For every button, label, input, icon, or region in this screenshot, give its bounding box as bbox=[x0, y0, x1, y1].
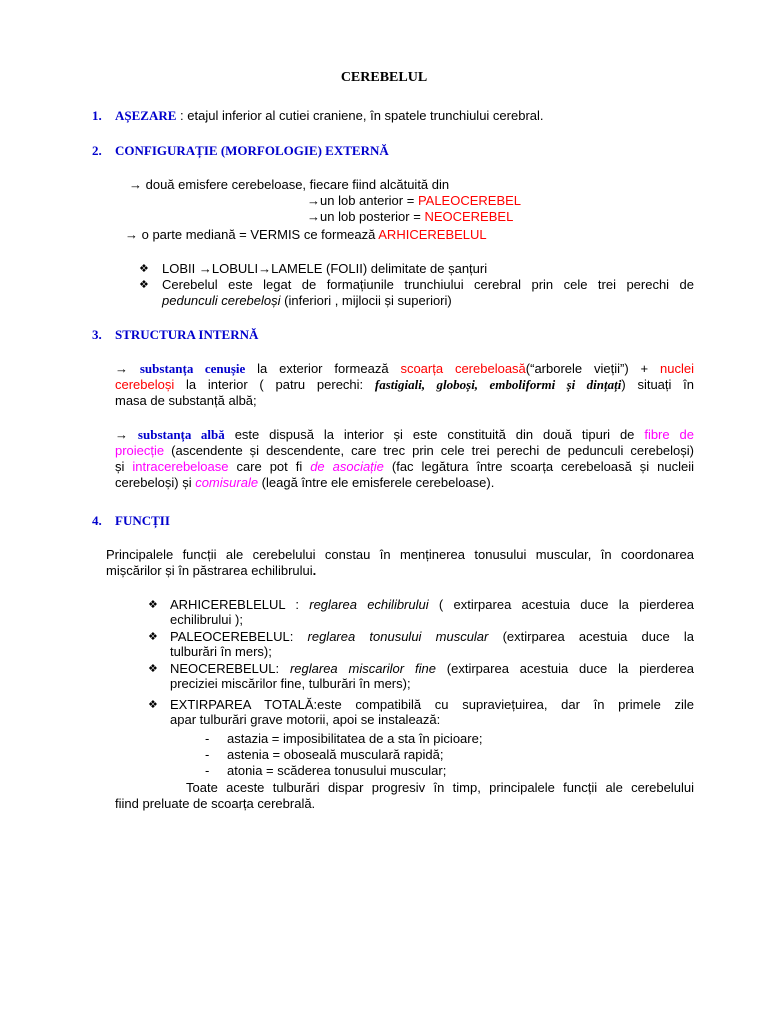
connection-bullet-line-2 bbox=[162, 293, 452, 308]
functions-intro-text: mișcărilor și în păstrarea echilibrului bbox=[106, 563, 313, 578]
posterior-lobe-line bbox=[307, 209, 513, 224]
section-1-text: : etajul inferior al cutiei craniene, în spatele trunchiului cerebral. bbox=[176, 108, 544, 123]
white-matter-line-3 bbox=[115, 459, 694, 474]
neocerebel-name: NEOCEREBELUL: bbox=[170, 661, 290, 676]
dash-bullet: - bbox=[205, 731, 210, 746]
arhicerebel-function: reglarea echilibrului bbox=[309, 597, 429, 612]
arrow-glyph: → bbox=[115, 427, 138, 442]
comisurale-term: comisurale bbox=[195, 475, 259, 490]
nuclei-list: fastigiali, globoși, emboliformi și dințați bbox=[374, 377, 622, 392]
nuclei-term: nuclei bbox=[660, 361, 694, 376]
white-matter-line-1 bbox=[115, 427, 694, 442]
neocerebel-bullet-line-1 bbox=[170, 661, 694, 676]
neocerebel-function: reglarea miscarilor fine bbox=[289, 661, 436, 676]
extirpation-bullet-line-1: EXTIRPAREA TOTALĂ:este compatibilă cu supraviețuirea, dar în primele zile bbox=[170, 697, 694, 712]
paleocerebel-term: PALEOCEREBEL bbox=[417, 193, 522, 208]
white-matter-text-1: este dispusă la interior și este constituită din două tipuri de bbox=[224, 427, 645, 442]
neocerebel-bullet-line-2: preciziei miscărilor fine, tulburări în mers); bbox=[170, 676, 411, 691]
section-1-heading: AȘEZARE bbox=[115, 108, 177, 123]
section-2-heading: CONFIGURAȚIE (MORFOLOGIE) EXTERNĂ bbox=[115, 143, 389, 158]
white-matter-text-5: (fac legătura între scoarța cerebeloasă și nucleii bbox=[383, 459, 694, 474]
proiectie-term: proiecție bbox=[115, 443, 165, 458]
atonia-item: atonia = scăderea tonusului muscular; bbox=[227, 763, 447, 778]
section-4-number: 4. bbox=[92, 513, 102, 528]
closing-line-2: fiind preluate de scoarța cerebrală. bbox=[115, 796, 316, 811]
scoarta-term: scoarța cerebeloasă bbox=[400, 361, 526, 376]
page-title: CEREBELUL bbox=[340, 70, 428, 85]
section-3-number: 3. bbox=[92, 327, 102, 342]
asociatie-term: de asociație bbox=[310, 459, 384, 474]
arhicerebel-bullet-line-2: echilibrului ); bbox=[170, 612, 243, 627]
arhicerebel-bullet-line-1 bbox=[170, 597, 694, 612]
pedunculi-term: pedunculi cerebeloși bbox=[162, 293, 281, 308]
two-hemispheres-line: → două emisfere cerebeloase, fiecare fiind alcătuită din bbox=[129, 177, 450, 192]
paleocerebel-function: reglarea tonusului muscular bbox=[307, 629, 489, 644]
white-matter-text-7: (leagă între ele emisferele cerebeloase). bbox=[258, 475, 495, 490]
section-4-heading: FUNCȚII bbox=[115, 513, 170, 528]
grey-matter-text-2: (“arborele vieții”) + bbox=[525, 361, 661, 376]
closing-line-1: Toate aceste tulburări dispar progresiv în timp, principalele funcții ale cerebelului bbox=[186, 780, 694, 795]
intracerebeloase-term: intracerebeloase bbox=[132, 459, 229, 474]
vermis-line bbox=[125, 227, 487, 242]
extirpation-bullet-line-2: apar tulburări grave motorii, apoi se instalează: bbox=[170, 712, 441, 727]
white-matter-text-2: (ascendente și descendente, care trec prin cele trei perechi de pedunculi cerebeloși) bbox=[164, 443, 694, 458]
diamond-bullet-icon: ❖ bbox=[148, 662, 158, 675]
astazia-item: astazia = imposibilitatea de a sta în picioare; bbox=[227, 731, 483, 746]
anterior-lobe-label: →un lob anterior = bbox=[307, 193, 418, 208]
arhicerebel-name: ARHICEREBLELUL : bbox=[170, 597, 310, 612]
arhicerebel-detail: ( extirparea acestuia duce la pierderea bbox=[428, 597, 694, 612]
dash-bullet: - bbox=[205, 763, 210, 778]
arrow-glyph: → bbox=[115, 361, 140, 376]
fibre-term: fibre de bbox=[644, 427, 694, 442]
diamond-bullet-icon: ❖ bbox=[148, 698, 158, 711]
neocerebel-term: NEOCEREBEL bbox=[424, 209, 514, 224]
neocerebel-detail: (extirparea acestuia duce la pierderea bbox=[435, 661, 694, 676]
functions-intro-line-1: Principalele funcții ale cerebelului constau în menținerea tonusului muscular, în coordonarea bbox=[106, 547, 694, 562]
vermis-text: → o parte mediană = VERMIS ce formează bbox=[125, 227, 379, 242]
pedunculi-detail: (inferiori , mijlocii și superiori) bbox=[280, 293, 452, 308]
paleocerebel-bullet-line-2: tulburări în mers); bbox=[170, 644, 272, 659]
white-matter-text-3: și bbox=[115, 459, 133, 474]
connection-bullet-line-1: Cerebelul este legat de formațiunile trunchiului cerebral prin cele trei perechi de bbox=[162, 277, 694, 292]
functions-intro-dot: . bbox=[312, 563, 317, 578]
white-matter-text-6: cerebeloși) și bbox=[115, 475, 196, 490]
grey-matter-line-1 bbox=[115, 361, 694, 376]
section-2-number: 2. bbox=[92, 143, 102, 158]
section-3-heading: STRUCTURA INTERNĂ bbox=[115, 327, 259, 342]
nuclei-term-2: cerebeloși bbox=[115, 377, 175, 392]
grey-matter-line-2 bbox=[115, 377, 694, 392]
grey-matter-line-3: masa de substanță albă; bbox=[115, 393, 257, 408]
section-1-number: 1. bbox=[92, 108, 102, 123]
grey-matter-term: substanța cenușie bbox=[139, 361, 246, 376]
white-matter-text-4: care pot fi bbox=[228, 459, 311, 474]
diamond-bullet-icon: ❖ bbox=[139, 262, 149, 275]
lobes-bullet-text: LOBII →LOBULI→LAMELE (FOLII) delimitate de șanțuri bbox=[162, 261, 488, 276]
diamond-bullet-icon: ❖ bbox=[148, 630, 158, 643]
diamond-bullet-icon: ❖ bbox=[139, 278, 149, 291]
paleocerebel-detail: (extirparea acestuia duce la bbox=[488, 629, 695, 644]
white-matter-line-4 bbox=[115, 475, 494, 490]
section-1-line bbox=[115, 108, 544, 123]
diamond-bullet-icon: ❖ bbox=[148, 598, 158, 611]
posterior-lobe-label: →un lob posterior = bbox=[307, 209, 425, 224]
white-matter-line-2 bbox=[115, 443, 694, 458]
paleocerebel-name: PALEOCEREBELUL: bbox=[170, 629, 308, 644]
paleocerebel-bullet-line-1 bbox=[170, 629, 694, 644]
dash-bullet: - bbox=[205, 747, 210, 762]
anterior-lobe-line bbox=[307, 193, 521, 208]
grey-matter-text-4: ) situați în bbox=[621, 377, 695, 392]
white-matter-term: substanța albă bbox=[137, 427, 225, 442]
grey-matter-text-1: la exterior formează bbox=[245, 361, 401, 376]
arhicerebelul-term: ARHICEREBELUL bbox=[378, 227, 487, 242]
functions-intro-line-2 bbox=[106, 563, 316, 578]
grey-matter-text-3: la interior ( patru perechi: bbox=[174, 377, 375, 392]
astenia-item: astenia = oboseală musculară rapidă; bbox=[227, 747, 444, 762]
